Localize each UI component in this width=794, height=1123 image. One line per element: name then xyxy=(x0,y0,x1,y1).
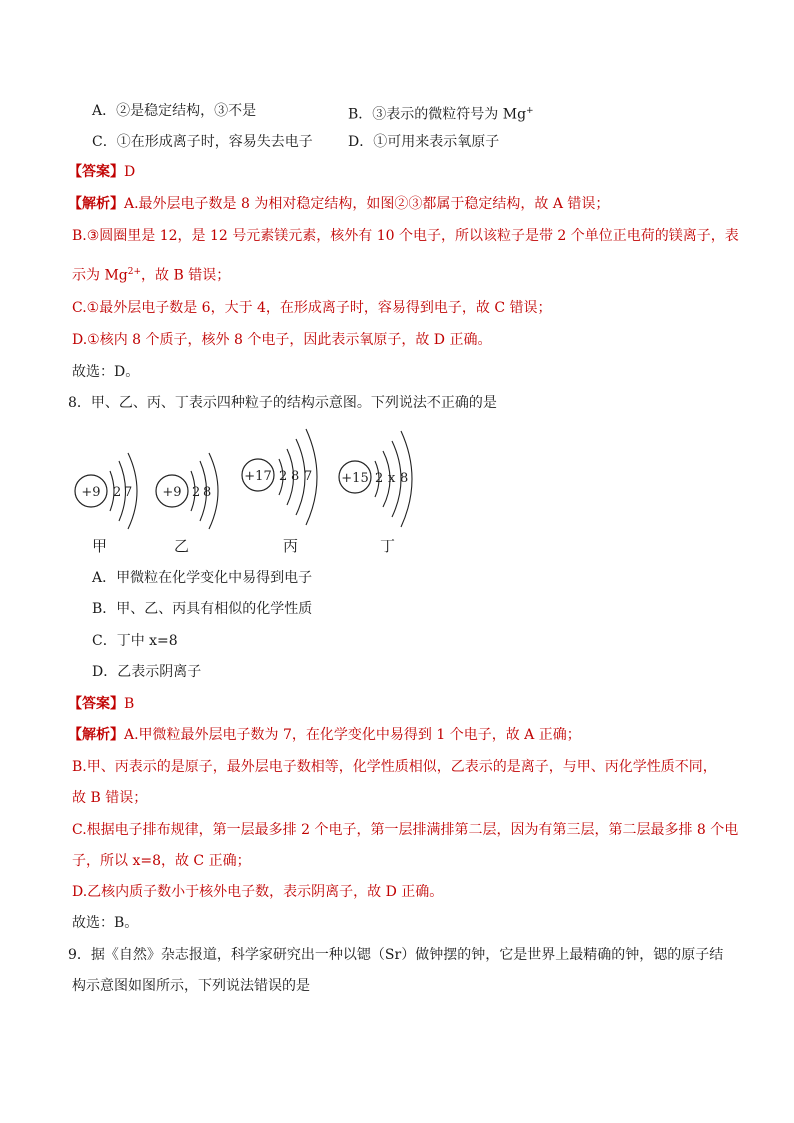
q8-option-b: B．甲、乙、丙具有相似的化学性质 xyxy=(92,601,313,617)
q8-option-d: D．乙表示阴离子 xyxy=(92,664,202,680)
q7-option-c: C．①在形成离子时，容易失去电子 xyxy=(92,134,313,150)
q8-stem: 8．甲、乙、丙、丁表示四种粒子的结构示意图。下列说法不正确的是 xyxy=(68,395,497,411)
q8-analysis-c1: C.根据电子排布规律，第一层最多排 2 个电子，第一层排满排第二层，因为有第三层，第二层最多排 8 个电 xyxy=(72,822,739,838)
label-bing: 丙 xyxy=(283,537,299,555)
ding-shell-1: 2 xyxy=(375,471,384,486)
yi-shell-1: 2 xyxy=(192,485,201,500)
diagram-yi xyxy=(156,453,218,529)
diagram-bing xyxy=(242,429,317,525)
q8-option-c: C．丁中 x=8 xyxy=(92,633,178,649)
jia-shell-2: 7 xyxy=(124,485,133,500)
q7-analysis-d: D.①核内 8 个质子，核外 8 个电子，因此表示氧原子，故 D 正确。 xyxy=(72,332,492,348)
bing-nucleus: +17 xyxy=(244,469,272,484)
q9-stem-1: 9．据《自然》杂志报道，科学家研究出一种以锶（Sr）做钟摆的钟，它是世界上最精确的钟，锶的原子结 xyxy=(68,947,724,963)
q9-stem-2: 构示意图如图所示，下列说法错误的是 xyxy=(72,978,310,994)
q7-option-a: A．②是稳定结构，③不是 xyxy=(92,103,257,119)
label-yi: 乙 xyxy=(174,537,190,555)
q7-analysis-b1: B.③圆圈里是 12，是 12 号元素镁元素，核外有 10 个电子，所以该粒子是带 2 个单位正电荷的镁离子，表 xyxy=(72,228,739,244)
q7-option-d: D．①可用来表示氧原子 xyxy=(348,134,500,150)
q8-option-a: A．甲微粒在化学变化中易得到电子 xyxy=(92,570,313,586)
q7-analysis-a: 【解析】A.最外层电子数是 8 为相对稳定结构，如图②③都属于稳定结构，故 A 错误； xyxy=(68,196,610,212)
q7-choice: 故选：D。 xyxy=(72,364,140,380)
q8-analysis-c2: 子，所以 x=8，故 C 正确； xyxy=(72,853,251,869)
q7-analysis-c: C.①最外层电子数是 6，大于 4，在形成离子时，容易得到电子，故 C 错误； xyxy=(72,300,552,316)
bing-shell-2: 8 xyxy=(291,469,300,484)
yi-shell-2: 8 xyxy=(203,485,212,500)
q7-option-b: B．③表示的微粒符号为 Mg+ xyxy=(348,106,534,123)
diagram-jia xyxy=(75,453,137,529)
ding-shell-2: x xyxy=(388,471,396,486)
ding-nucleus: +15 xyxy=(341,471,369,486)
q8-analysis-b2: 故 B 错误； xyxy=(72,790,148,806)
yi-nucleus: +9 xyxy=(162,485,182,500)
q8-answer: 【答案】B xyxy=(68,696,135,712)
bing-shell-3: 7 xyxy=(304,469,313,484)
label-jia: 甲 xyxy=(92,537,108,555)
q8-analysis-d: D.乙核内质子数小于核外电子数，表示阴离子，故 D 正确。 xyxy=(72,884,444,900)
q8-choice: 故选：B。 xyxy=(72,915,139,931)
bing-shell-1: 2 xyxy=(279,469,288,484)
q8-analysis-b1: B.甲、丙表示的是原子，最外层电子数相等，化学性质相似，乙表示的是离子，与甲、丙化学性质不同， xyxy=(72,759,717,775)
q7-analysis-b2: 示为 $Mg^{2+}$，故 B 错误； xyxy=(72,267,231,284)
label-ding: 丁 xyxy=(380,537,396,555)
jia-nucleus: +9 xyxy=(81,485,101,500)
q8-analysis-a: 【解析】A.甲微粒最外层电子数为 7，在化学变化中易得到 1 个电子，故 A 正确； xyxy=(68,727,581,743)
q7-answer: 【答案】D xyxy=(68,164,136,180)
ding-shell-3: 8 xyxy=(400,471,409,486)
diagram-ding xyxy=(339,431,412,527)
jia-shell-1: 2 xyxy=(113,485,122,500)
